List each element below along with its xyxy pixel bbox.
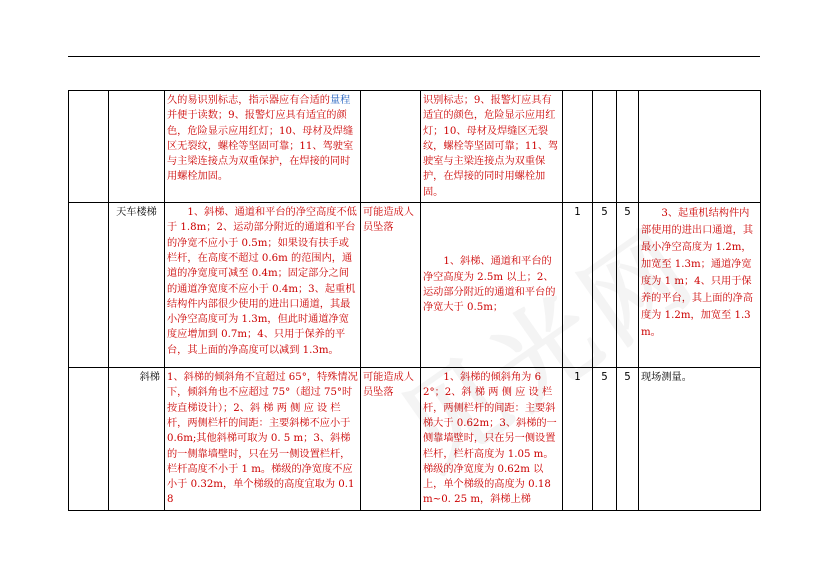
- table-row: [69, 203, 761, 368]
- standard-text: 久的易识别标志，指示器应有合适的: [167, 95, 330, 106]
- score-cell-2: 5: [593, 368, 617, 511]
- score-cell-1: 1: [563, 368, 593, 511]
- note-cell: 现场测量。: [639, 368, 761, 511]
- standard-cell: [165, 91, 361, 203]
- score-cell-3: [617, 91, 639, 203]
- score-cell-2: [593, 91, 617, 203]
- category-cell: [69, 91, 109, 203]
- score-cell-3: 5: [617, 368, 639, 511]
- score-cell-1: 1: [563, 203, 593, 368]
- score-cell-3: 5: [617, 203, 639, 368]
- note-cell: [639, 91, 761, 203]
- measured-cell: 识别标志；9、报警灯应具有适宜的颜色，危险显示应用红灯；10、母材及焊缝区无裂纹，螺栓等坚固可靠；11、驾驶室与主梁连接点为双重保护，在焊接的同时用螺栓加固。: [421, 91, 563, 203]
- inspection-table: [68, 90, 761, 511]
- standard-cell: 1、斜梯、通道和平台的净空高度不低于 1.8m；2、运动部分附近的通道和平台的净宽不应小于 0.5m；如果设有扶手或栏杆，在高度不超过 0.6m 的范围内，通道的净宽度可减至 0.4m；固定部分之间的通道净宽度不应小于 0.4m；3、起重机结构件内部很少使用的进出口通道，其最小净空高度可为 1.3m，但此时通道净宽度应增加到 0.7m；4、只用于保养的平台，其上面的净高度可以减到 1.3m。: [165, 203, 361, 368]
- item-name-cell: [109, 91, 165, 203]
- note-cell: 3、起重机结构件内部使用的进出口通道，其最小净空高度为 1.2m，加宽至 1.3m；通道净宽度为 1 m；4、只用于保养的平台，其上面的净高度为 1.2m，加宽至 1.3m。: [639, 203, 761, 368]
- standard-text-highlight: 量程: [330, 95, 351, 106]
- measured-cell: 1、斜梯、通道和平台的净空高度为 2.5m 以上；2、运动部分附近的通道和平台的净宽大于 0.5m；: [421, 203, 563, 368]
- table-row: [69, 368, 761, 511]
- risk-cell: [361, 91, 421, 203]
- measured-cell: 1、斜梯的倾斜角为 62°；2、斜 梯 两 侧 应 设 栏 杆，两侧栏杆的间距：主要斜梯大于 0.62m；3、斜梯的一侧靠墙壁时，只在另一侧设置栏杆，栏杆高度为 1.05 m。梯级的净宽度为 0.62m 以上，单个梯级的高度为 0.18 m~0. 25 m，斜梯上梯: [421, 368, 563, 511]
- standard-text-cont: 并便于读数；9、报警灯应具有适宜的颜色，危险显示应用红灯；10、母材及焊缝区无裂纹，螺栓等坚固可靠；11、驾驶室与主梁连接点为双重保护，在焊接的同时用螺栓加固。: [167, 110, 354, 183]
- score-cell-1: [563, 91, 593, 203]
- item-name-cell: 天车楼梯: [109, 203, 165, 368]
- risk-cell: 可能造成人员坠落: [361, 368, 421, 511]
- header-rule: [68, 56, 760, 57]
- score-cell-2: 5: [593, 203, 617, 368]
- standard-cell: 1、斜梯的倾斜角不宜超过 65°，特殊情况下，倾斜角也不应超过 75°（超过 75°时按直梯设计）；2、斜 梯 两 侧 应 设 栏 杆，两侧栏杆的间距：主要斜梯不应小于 0.6m;其他斜梯可取为 0. 5 m；3、斜梯的一侧靠墙壁时，只在另一侧设置栏杆，栏杆高度不小于 1 m。梯级的净宽度不应小于 0.32m，单个梯级的高度宜取为 0.18: [165, 368, 361, 511]
- table-row: [69, 91, 761, 203]
- category-cell: [69, 203, 109, 368]
- risk-cell: 可能造成人员坠落: [361, 203, 421, 368]
- category-cell: [69, 368, 109, 511]
- item-name-cell: 斜梯: [109, 368, 165, 511]
